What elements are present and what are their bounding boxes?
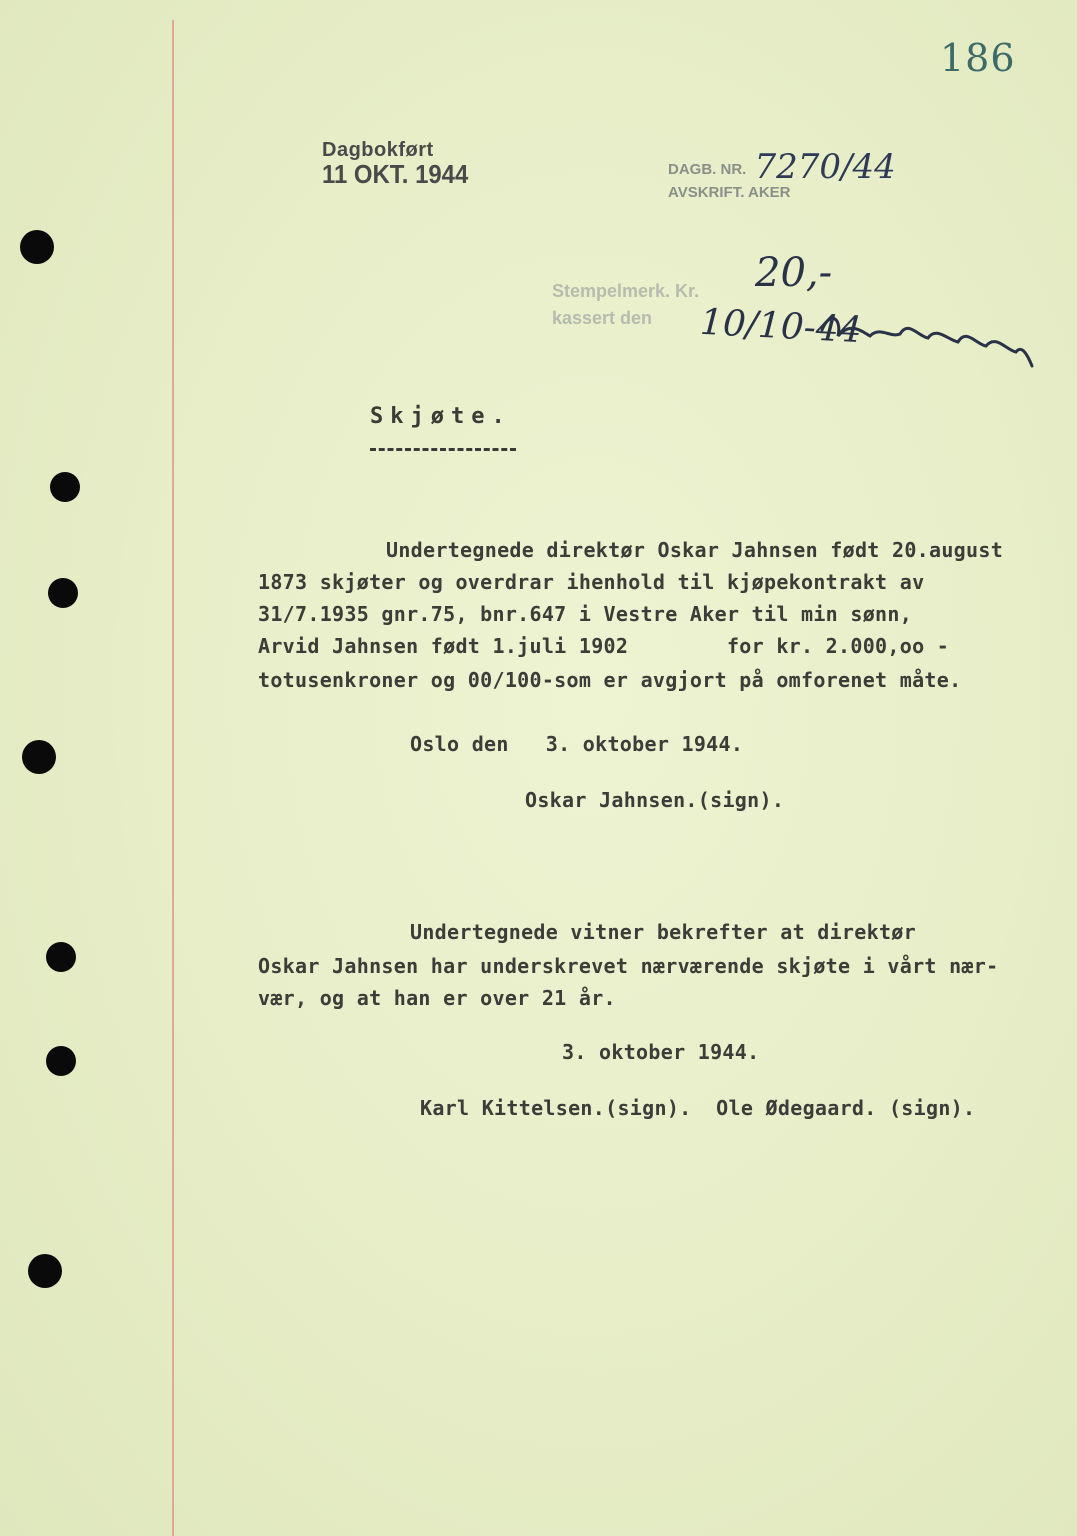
body-line: 1873 skjøter og overdrar ihenhold til kjøpekontrakt av <box>258 570 925 594</box>
registration-stamp-label: Dagbokført <box>322 139 434 161</box>
body-line: Undertegnede direktør Oskar Jahnsen født 20.august <box>386 538 1004 562</box>
witness-date: 3. oktober 1944. <box>562 1040 760 1064</box>
body-line: Arvid Jahnsen født 1.juli 1902 for kr. 2.000,oo - <box>258 634 950 658</box>
handwritten-reference: 7270/44 <box>754 147 896 187</box>
page-number: 186 <box>940 36 1016 80</box>
place-date: Oslo den 3. oktober 1944. <box>410 732 744 756</box>
handwritten-amount: 20,- <box>755 250 833 296</box>
registration-stamp-date: 11 OKT. 1944 <box>322 159 469 189</box>
stamp-fee-label: Stempelmerk. Kr. <box>552 281 700 301</box>
signature-line: Oskar Jahnsen.(sign). <box>525 788 785 812</box>
reference-stamp-office: AVSKRIFT. AKER <box>668 183 791 201</box>
body-line: 31/7.1935 gnr.75, bnr.647 i Vestre Aker til min sønn, <box>258 602 913 626</box>
document-title: Skjøte. <box>370 404 512 429</box>
body-line: Oskar Jahnsen har underskrevet nærværende skjøte i vårt nær- <box>258 954 999 978</box>
title-underline <box>370 448 516 451</box>
stamp-fee-cancelled: kassert den <box>552 308 653 328</box>
body-line: totusenkroner og 00/100-som er avgjort på omforenet måte. <box>258 668 962 692</box>
body-line: vær, og at han er over 21 år. <box>258 986 616 1010</box>
body-line: Undertegnede vitner bekrefter at direktør <box>410 920 916 944</box>
witness-signatures: Karl Kittelsen.(sign). Ole Ødegaard. (sign). <box>420 1096 976 1120</box>
reference-stamp-label: DAGB. NR. <box>668 161 747 178</box>
handwritten-date: 10/10-44 <box>699 301 863 352</box>
